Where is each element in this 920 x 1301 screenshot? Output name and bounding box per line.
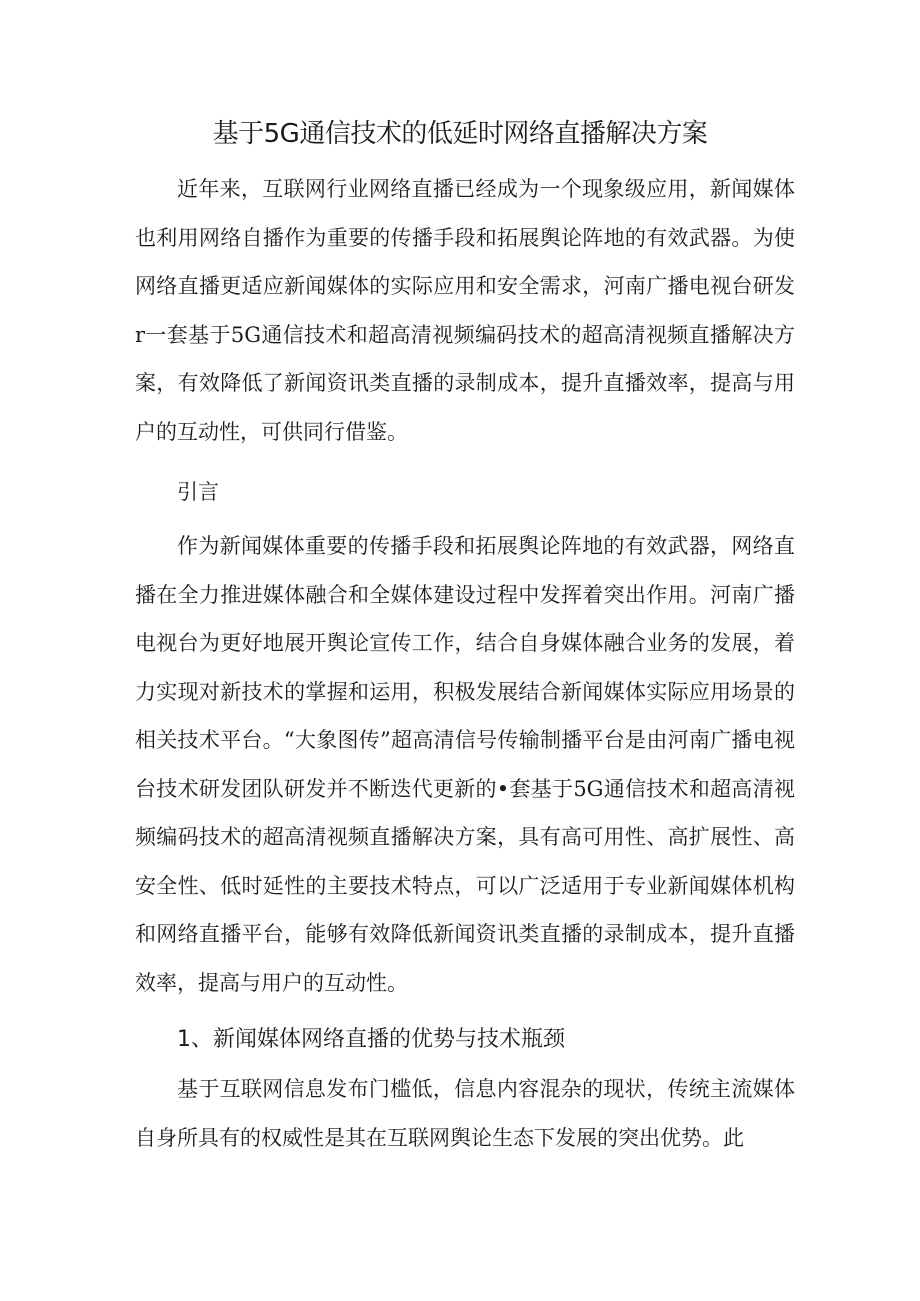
abstract-paragraph: 近年来，互联网行业网络直播已经成为一个现象级应用，新闻媒体也利用网络自播作为重要的传播手段和拓展舆论阵地的有效武器。为使网络直播更适应新闻媒体的实际应用和安全需求，河南广播电视台研发r一套基于5G通信技术和超高清视频编码技术的超高清视频直播解决方案，有效降低了新闻资讯类直播的录制成本，提升直播效率，提高与用户的互动性，可供同行借鉴。 <box>135 177 795 444</box>
intro-label: 引言 <box>177 480 219 504</box>
document-title: 基于5G通信技术的低延时网络直播解决方案 <box>212 119 708 149</box>
section-heading: 1、新闻媒体网络直播的优势与技术瓶颈 <box>177 1027 565 1052</box>
intro-paragraph: 作为新闻媒体重要的传播手段和拓展舆论阵地的有效武器，网络直播在全力推进媒体融合和全媒体建设过程中发挥着突出作用。河南广播电视台为更好地展开舆论宣传工作，结合自身媒体融合业务的发展，着力实现对新技术的掌握和运用，积极发展结合新闻媒体实际应用场景的相关技术平台。“大象图传”超高清信号传输制播平台是由河南广播电视台技术研发团队研发并不断迭代更新的•套基于5G通信技术和超高清视频编码技术的超高清视频直播解决方案，具有高可用性、高扩展性、高安全性、低时延性的主要技术特点，可以广泛适用于专业新闻媒体机构和网络直播平台，能够有效降低新闻资讯类直播的录制成本，提升直播效率，提高与用户的互动性。 <box>135 534 795 995</box>
section-paragraph: 基于互联网信息发布门槛低，信息内容混杂的现状，传统主流媒体自身所具有的权威性是其在互联网舆论生态下发展的突出优势。此 <box>135 1077 795 1150</box>
